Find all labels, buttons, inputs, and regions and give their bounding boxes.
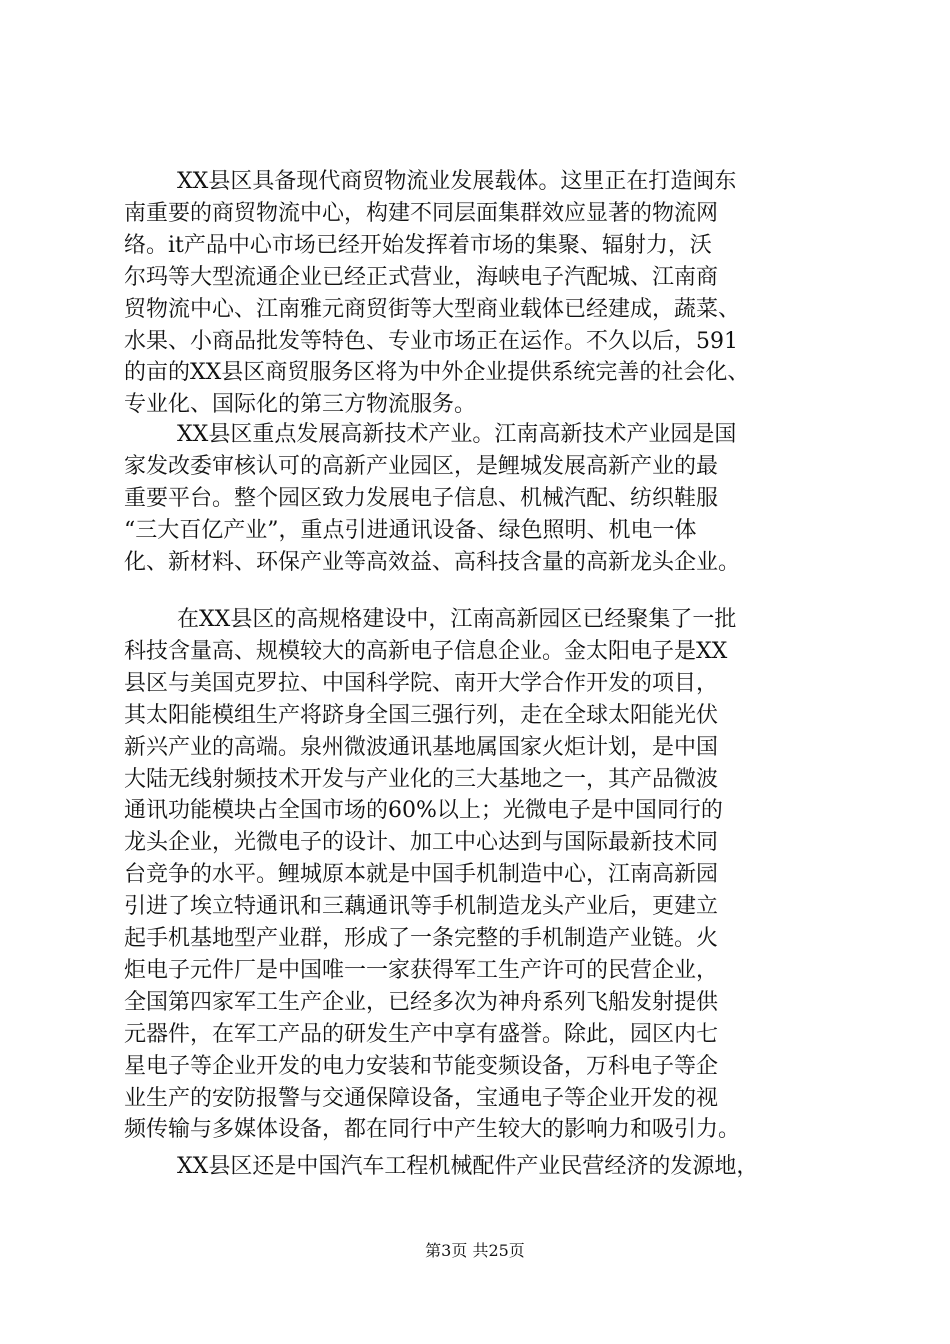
paragraph-2-line-4: “三大百亿产业”，重点引进通讯设备、绿色照明、机电一体 — [124, 518, 697, 543]
paragraph-3-line-2: 科技含量高、规模较大的高新电子信息企业。金太阳电子是XX — [124, 639, 728, 664]
paragraph-2-line-2: 家发改委审核认可的高新产业园区，是鲤城发展高新产业的最 — [124, 454, 719, 479]
paragraph-1-line-7: 的亩的XX县区商贸服务区将为中外企业提供系统完善的社会化、 — [124, 360, 750, 385]
paragraph-1-line-5: 贸物流中心、江南雅元商贸街等大型商业载体已经建成，蔬菜、 — [124, 297, 741, 322]
paragraph-2-line-1: XX县区重点发展高新技术产业。江南高新技术产业园是国 — [177, 422, 737, 447]
paragraph-3-line-15: 星电子等企业开发的电力安装和节能变频设备，万科电子等企 — [124, 1054, 719, 1079]
page-number-footer: 第3页 共25页 — [425, 1241, 525, 1260]
paragraph-3-line-7: 通讯功能模块占全国市场的60%以上；光微电子是中国同行的 — [124, 798, 723, 823]
paragraph-3-line-12: 炬电子元件厂是中国唯一一家获得军工生产许可的民营企业， — [124, 958, 719, 983]
paragraph-3-line-3: 县区与美国克罗拉、中国科学院、南开大学合作开发的项目， — [124, 671, 719, 696]
paragraph-3-line-10: 引进了埃立特通讯和三藕通讯等手机制造龙头产业后，更建立 — [124, 894, 719, 919]
paragraph-3-line-5: 新兴产业的高端。泉州微波通讯基地属国家火炬计划，是中国 — [124, 735, 719, 760]
paragraph-1-line-6: 水果、小商品批发等特色、专业市场正在运作。不久以后，591 — [124, 329, 738, 354]
paragraph-3-line-14: 元器件，在军工产品的研发生产中享有盛誉。除此，园区内七 — [124, 1022, 719, 1047]
paragraph-3-line-6: 大陆无线射频技术开发与产业化的三大基地之一，其产品微波 — [124, 767, 719, 792]
paragraph-2-line-3: 重要平台。整个园区致力发展电子信息、机械汽配、纺织鞋服 — [124, 486, 719, 511]
paragraph-3-line-13: 全国第四家军工生产企业，已经多次为神舟系列飞船发射提供 — [124, 990, 719, 1015]
paragraph-3-line-4: 其太阳能模组生产将跻身全国三强行列，走在全球太阳能光伏 — [124, 703, 719, 728]
paragraph-3-line-16: 业生产的安防报警与交通保障设备，宝通电子等企业开发的视 — [124, 1086, 719, 1111]
paragraph-3-line-11: 起手机基地型产业群，形成了一条完整的手机制造产业链。火 — [124, 926, 719, 951]
paragraph-4-line-1: XX县区还是中国汽车工程机械配件产业民营经济的发源地， — [177, 1154, 759, 1179]
paragraph-3-line-17: 频传输与多媒体设备，都在同行中产生较大的影响力和吸引力。 — [124, 1117, 741, 1142]
paragraph-1-line-8: 专业化、国际化的第三方物流服务。 — [124, 392, 477, 417]
paragraph-1-line-4: 尔玛等大型流通企业已经正式营业，海峡电子汽配城、江南商 — [124, 265, 719, 290]
paragraph-3-line-8: 龙头企业，光微电子的设计、加工中心达到与国际最新技术同 — [124, 830, 719, 855]
paragraph-3-line-1: 在XX县区的高规格建设中，江南高新园区已经聚集了一批 — [177, 607, 737, 632]
paragraph-3-line-9: 台竞争的水平。鲤城原本就是中国手机制造中心，江南高新园 — [124, 862, 719, 887]
paragraph-1-line-1: XX县区具备现代商贸物流业发展载体。这里正在打造闽东 — [177, 169, 737, 194]
paragraph-2-line-5: 化、新材料、环保产业等高效益、高科技含量的高新龙头企业。 — [124, 550, 741, 575]
paragraph-1-line-3: 络。it产品中心市场已经开始发挥着市场的集聚、辐射力，沃 — [124, 233, 712, 258]
paragraph-1-line-2: 南重要的商贸物流中心，构建不同层面集群效应显著的物流网 — [124, 201, 719, 226]
